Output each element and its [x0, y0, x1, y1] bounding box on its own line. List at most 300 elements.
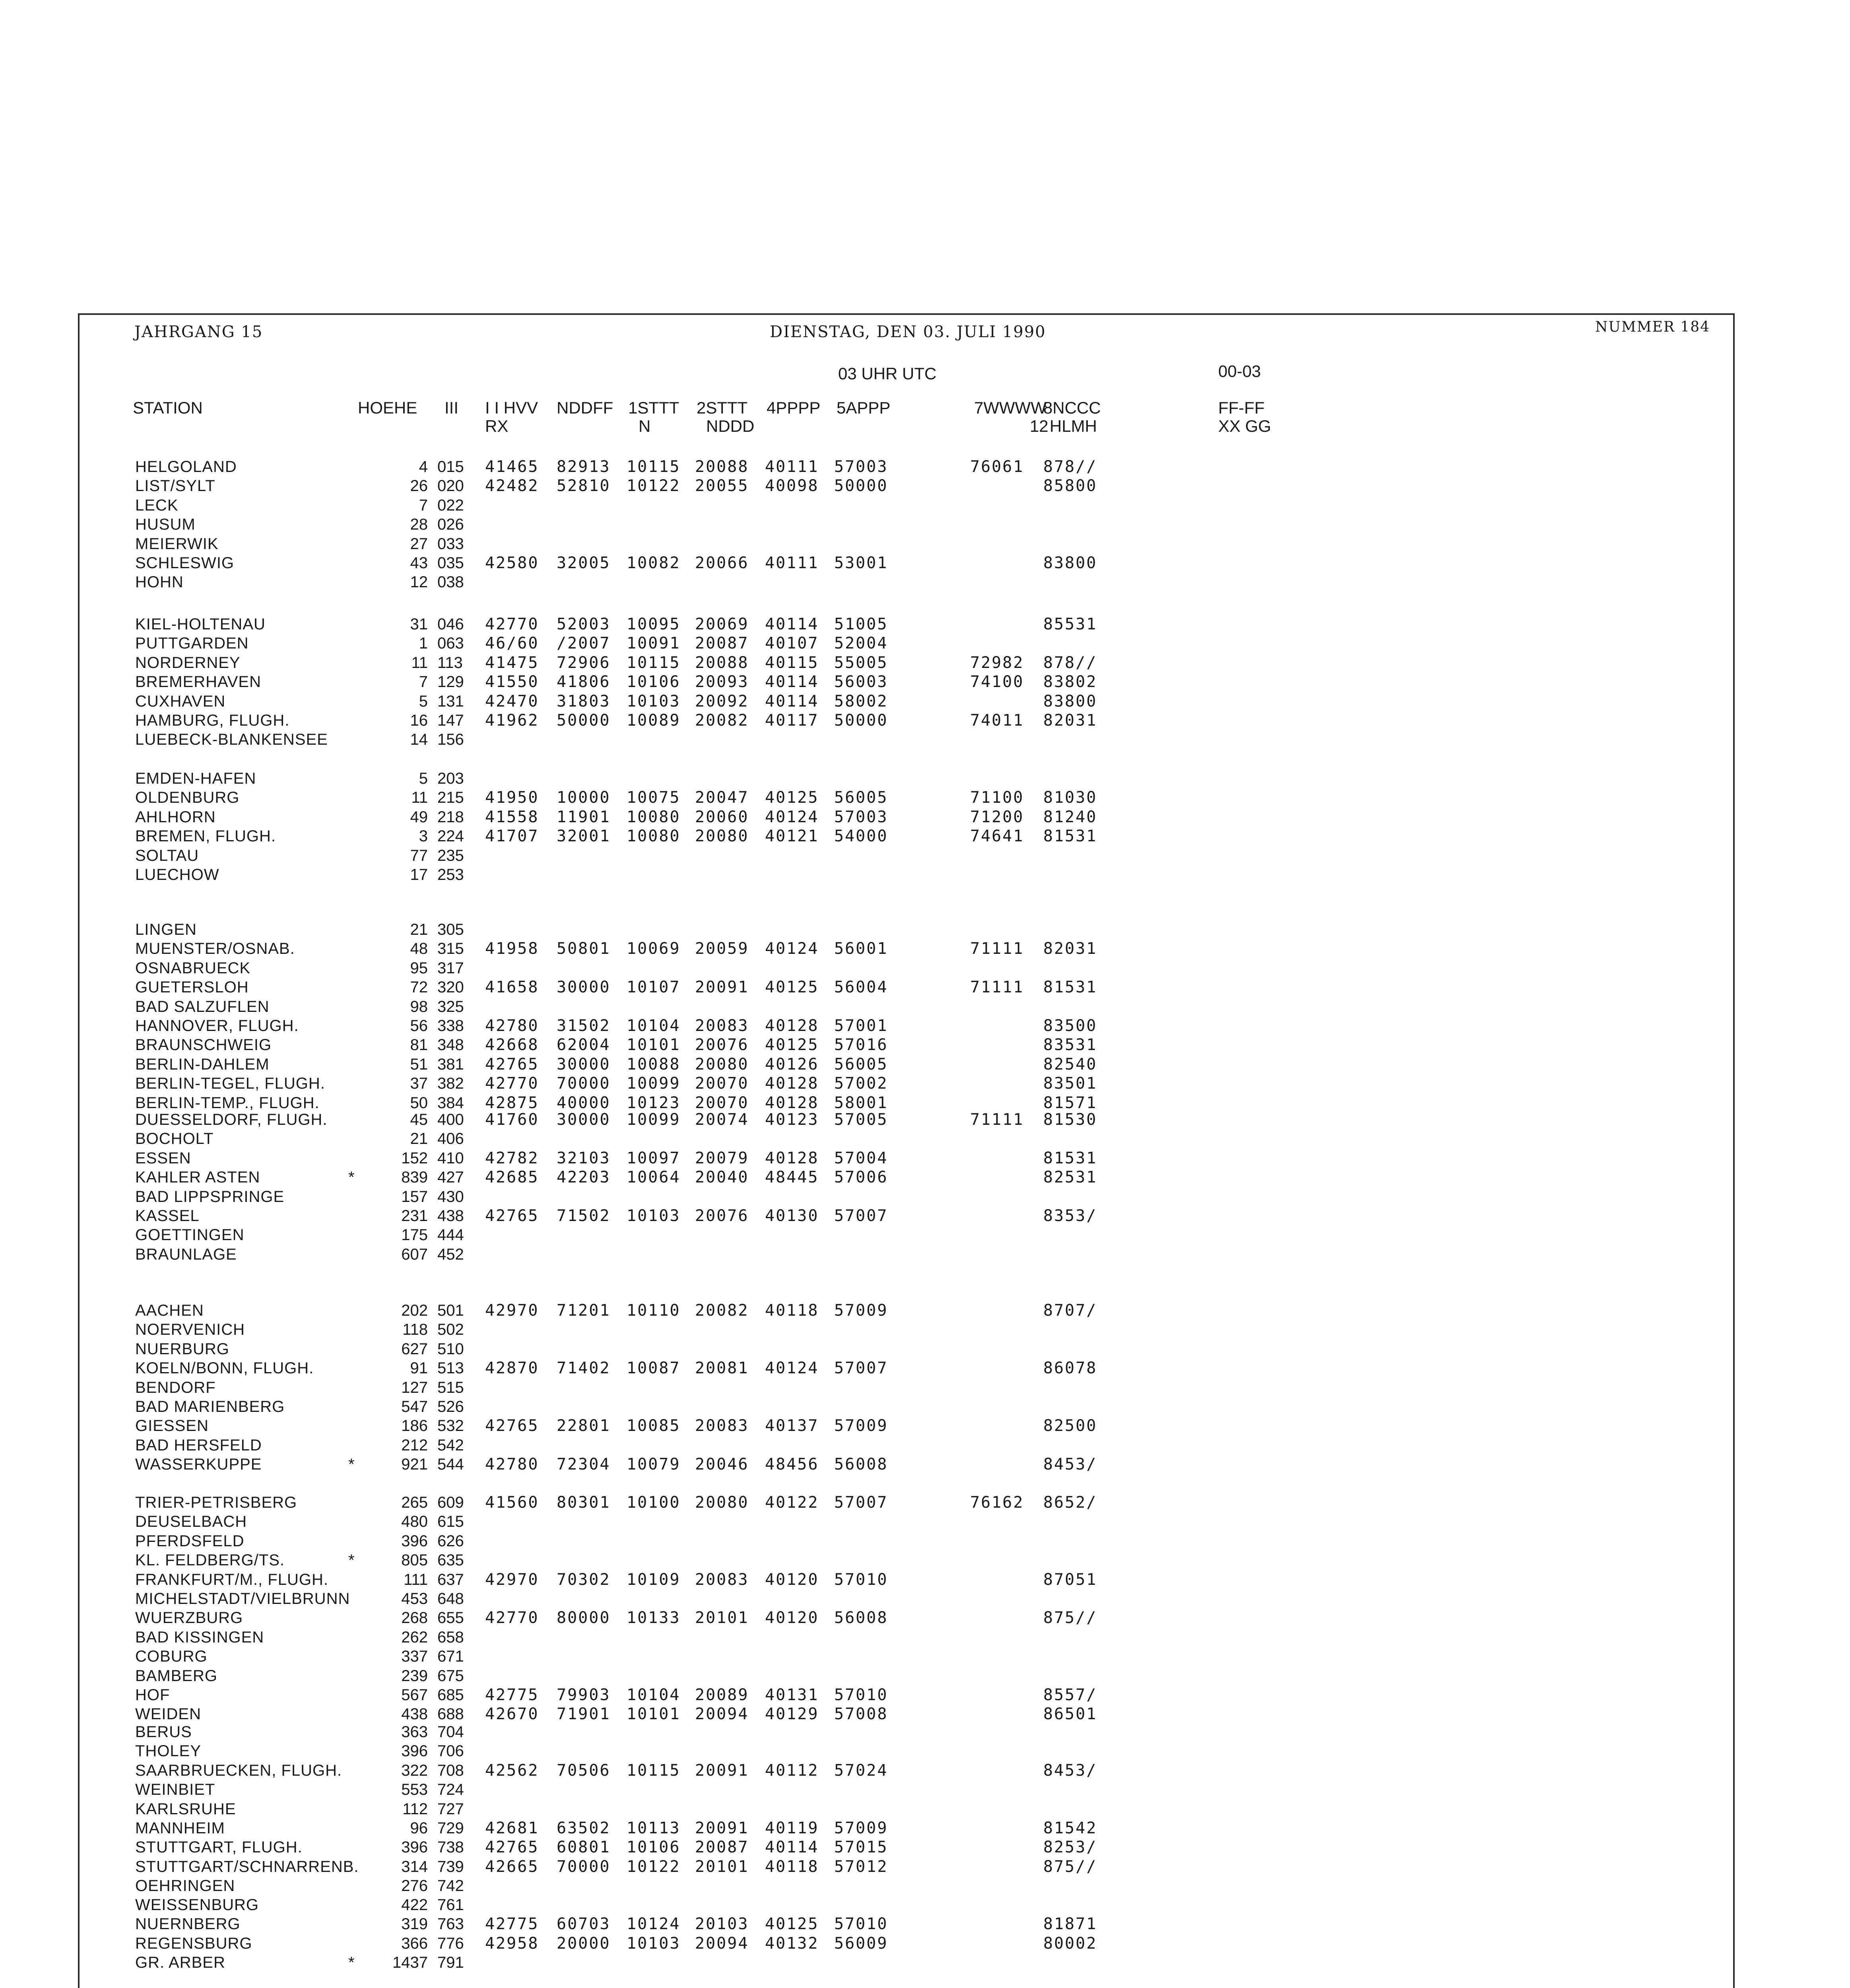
- table-row: [80, 1628, 1736, 1647]
- synop-group-6: 57007: [834, 1359, 888, 1378]
- synop-group-4: 20091: [695, 978, 749, 997]
- synop-group-5: 40120: [765, 1570, 819, 1589]
- station-name: ESSEN: [135, 1149, 191, 1167]
- station-id: 406: [437, 1130, 464, 1148]
- station-id: 515: [437, 1378, 464, 1396]
- synop-group-1: 42681: [485, 1819, 539, 1837]
- col-c3-top: 1STTT: [628, 398, 679, 417]
- synop-group-3: 10123: [627, 1093, 681, 1112]
- synop-group-8: 8652/: [1043, 1493, 1097, 1512]
- table-row: [80, 1225, 1736, 1244]
- synop-group-2: 60703: [557, 1915, 611, 1934]
- table-row: [80, 1705, 1736, 1724]
- synop-group-5: 40123: [765, 1110, 819, 1129]
- synop-group-3: 10099: [627, 1074, 681, 1093]
- synop-group-8: 81531: [1043, 1149, 1097, 1167]
- station-name: GOETTINGEN: [135, 1226, 245, 1244]
- synop-group-6: 56005: [834, 788, 888, 807]
- station-height: 212: [401, 1436, 428, 1454]
- station-name: PUTTGARDEN: [135, 635, 249, 652]
- table-row: [80, 1953, 1736, 1972]
- station-name: KOELN/BONN, FLUGH.: [135, 1359, 314, 1377]
- table-row: [80, 1895, 1736, 1914]
- synop-group-6: 57010: [834, 1570, 888, 1589]
- station-id: 542: [437, 1436, 464, 1454]
- synop-group-4: 20040: [695, 1168, 749, 1187]
- synop-group-2: 79903: [557, 1685, 611, 1704]
- synop-group-5: 40128: [765, 1093, 819, 1112]
- station-height: 157: [401, 1188, 428, 1206]
- station-name: MICHELSTADT/VIELBRUNN: [135, 1590, 350, 1607]
- synop-group-3: 10106: [627, 1838, 681, 1857]
- synop-group-2: 32005: [557, 553, 611, 572]
- table-row: [80, 1245, 1736, 1264]
- synop-group-5: 48445: [765, 1168, 819, 1187]
- station-height: 14: [410, 731, 428, 749]
- synop-group-8: 86078: [1043, 1359, 1097, 1378]
- station-name: PFERDSFELD: [135, 1532, 245, 1550]
- station-name: KIEL-HOLTENAU: [135, 615, 266, 633]
- synop-group-2: 42203: [557, 1168, 611, 1187]
- station-name: BERLIN-TEMP., FLUGH.: [135, 1094, 320, 1112]
- station-name: CUXHAVEN: [135, 692, 226, 710]
- synop-group-7: 76162: [970, 1493, 1024, 1512]
- table-row: [80, 711, 1736, 730]
- synop-group-4: 20074: [695, 1110, 749, 1129]
- synop-group-1: 42482: [485, 477, 539, 495]
- station-id: 724: [437, 1781, 464, 1799]
- station-name: DEUSELBACH: [135, 1513, 247, 1531]
- station-id: 685: [437, 1686, 464, 1704]
- synop-group-1: 42765: [485, 1417, 539, 1435]
- station-name: LUEBECK-BLANKENSEE: [135, 731, 328, 749]
- synop-group-1: 41707: [485, 827, 539, 846]
- table-row: [80, 997, 1736, 1016]
- synop-group-5: 40126: [765, 1055, 819, 1074]
- station-height: 45: [410, 1111, 428, 1128]
- station-height: 553: [401, 1781, 428, 1799]
- synop-group-2: 80301: [557, 1493, 611, 1512]
- station-name: WEINBIET: [135, 1781, 215, 1799]
- synop-group-7: 71100: [970, 788, 1024, 807]
- table-row: [80, 634, 1736, 653]
- station-name: TRIER-PETRISBERG: [135, 1494, 297, 1511]
- mountain-station-marker: *: [348, 1169, 355, 1186]
- station-height: 49: [410, 808, 428, 826]
- synop-group-3: 10097: [627, 1149, 681, 1167]
- synop-group-4: 20093: [695, 673, 749, 691]
- station-id: 430: [437, 1188, 464, 1206]
- synop-group-1: 41475: [485, 653, 539, 672]
- station-height: 11: [411, 789, 428, 807]
- col-c7-bot: 12: [1030, 417, 1048, 435]
- station-height: 7: [419, 673, 428, 691]
- station-height: 51: [410, 1055, 428, 1073]
- synop-group-3: 10109: [627, 1570, 681, 1589]
- station-name: THOLEY: [135, 1742, 202, 1760]
- station-height: 4: [419, 458, 428, 476]
- synop-group-4: 20080: [695, 827, 749, 846]
- station-id: 022: [437, 496, 464, 514]
- synop-group-4: 20080: [695, 1055, 749, 1074]
- station-id: 609: [437, 1494, 464, 1511]
- station-height: 268: [401, 1609, 428, 1627]
- station-id: 648: [437, 1590, 464, 1607]
- synop-group-3: 10100: [627, 1493, 681, 1512]
- station-height: 96: [410, 1819, 428, 1837]
- station-id: 761: [437, 1896, 464, 1914]
- col-c3-bot: N: [639, 417, 651, 435]
- synop-group-6: 57009: [834, 1417, 888, 1435]
- synop-group-4: 20091: [695, 1819, 749, 1837]
- synop-group-2: 70506: [557, 1761, 611, 1780]
- station-name: NOERVENICH: [135, 1321, 245, 1339]
- synop-group-2: 82913: [557, 458, 611, 476]
- station-group: [80, 1722, 1736, 1896]
- station-id: 015: [437, 458, 464, 476]
- synop-group-1: 42775: [485, 1685, 539, 1704]
- table-row: [80, 827, 1736, 846]
- synop-group-6: 57002: [834, 1074, 888, 1093]
- station-id: 763: [437, 1915, 464, 1933]
- col-extra-top: FF-FF: [1218, 398, 1265, 417]
- col-c6: 5APPP: [837, 398, 891, 417]
- station-height: 547: [401, 1398, 428, 1415]
- synop-group-4: 20087: [695, 1838, 749, 1857]
- station-height: 5: [419, 770, 428, 787]
- table-row: [80, 1016, 1736, 1035]
- station-height: 95: [410, 959, 428, 977]
- station-height: 453: [401, 1590, 428, 1607]
- synop-group-2: 10000: [557, 788, 611, 807]
- date-label: DIENSTAG, DEN 03. JULI 1990: [770, 323, 1046, 341]
- synop-group-3: 10069: [627, 940, 681, 958]
- synop-group-1: 42765: [485, 1055, 539, 1074]
- station-name: WASSERKUPPE: [135, 1456, 262, 1474]
- station-height: 11: [411, 654, 428, 672]
- synop-group-8: 8353/: [1043, 1206, 1097, 1225]
- synop-group-1: 42970: [485, 1301, 539, 1320]
- station-id: 635: [437, 1551, 464, 1569]
- station-id: 038: [437, 573, 464, 591]
- synop-group-4: 20070: [695, 1093, 749, 1112]
- synop-group-5: 40120: [765, 1609, 819, 1627]
- synop-group-5: 40137: [765, 1417, 819, 1435]
- col-c1-bot: RX: [485, 417, 509, 435]
- synop-group-2: 71901: [557, 1705, 611, 1724]
- synop-group-3: 10064: [627, 1168, 681, 1187]
- synop-group-1: 41950: [485, 788, 539, 807]
- synop-group-2: 22801: [557, 1417, 611, 1435]
- synop-group-3: 10080: [627, 808, 681, 826]
- synop-group-5: 40124: [765, 808, 819, 826]
- synop-group-6: 57005: [834, 1110, 888, 1129]
- station-id: 742: [437, 1877, 464, 1895]
- synop-group-4: 20083: [695, 1417, 749, 1435]
- station-height: 322: [401, 1761, 428, 1779]
- station-name: NORDERNEY: [135, 654, 241, 672]
- mountain-station-marker: *: [348, 1456, 355, 1474]
- station-name: OEHRINGEN: [135, 1877, 235, 1895]
- synop-group-3: 10103: [627, 1206, 681, 1225]
- synop-group-1: 42770: [485, 615, 539, 633]
- station-height: 627: [401, 1340, 428, 1358]
- station-height: 567: [401, 1686, 428, 1704]
- synop-group-1: 41962: [485, 711, 539, 730]
- station-id: 739: [437, 1858, 464, 1875]
- synop-group-8: 85800: [1043, 477, 1097, 495]
- synop-group-5: 40125: [765, 788, 819, 807]
- synop-group-8: 878//: [1043, 458, 1097, 476]
- station-id: 688: [437, 1705, 464, 1723]
- synop-group-3: 10082: [627, 553, 681, 572]
- synop-group-4: 20094: [695, 1934, 749, 1953]
- synop-group-8: 83531: [1043, 1036, 1097, 1054]
- synop-group-5: 40124: [765, 1359, 819, 1378]
- table-row: [80, 1055, 1736, 1074]
- table-row: [80, 1551, 1736, 1570]
- station-id: 675: [437, 1667, 464, 1685]
- station-height: 21: [410, 921, 428, 938]
- synop-group-1: 41558: [485, 808, 539, 826]
- table-row: [80, 1320, 1736, 1339]
- synop-group-4: 20080: [695, 1493, 749, 1512]
- synop-group-1: 42668: [485, 1036, 539, 1054]
- station-height: 91: [410, 1359, 428, 1377]
- station-group: [80, 1301, 1736, 1474]
- station-name: KL. FELDBERG/TS.: [135, 1551, 285, 1569]
- station-height: 98: [410, 998, 428, 1015]
- station-name: BREMERHAVEN: [135, 673, 261, 691]
- station-height: 127: [401, 1378, 428, 1396]
- synop-group-5: 40115: [765, 653, 819, 672]
- synop-group-4: 20092: [695, 692, 749, 711]
- synop-group-8: 82500: [1043, 1417, 1097, 1435]
- station-id: 253: [437, 866, 464, 883]
- station-id: 020: [437, 477, 464, 495]
- synop-group-1: 42780: [485, 1455, 539, 1474]
- synop-group-3: 10091: [627, 634, 681, 653]
- table-row: [80, 1493, 1736, 1512]
- synop-group-3: 10104: [627, 1685, 681, 1704]
- table-row: [80, 1934, 1736, 1953]
- synop-group-2: 50000: [557, 711, 611, 730]
- station-name: MUENSTER/OSNAB.: [135, 940, 295, 958]
- synop-group-1: 41958: [485, 940, 539, 958]
- synop-group-4: 20088: [695, 458, 749, 476]
- synop-group-5: 40118: [765, 1857, 819, 1876]
- station-id: 513: [437, 1359, 464, 1377]
- synop-group-2: 71502: [557, 1206, 611, 1225]
- station-height: 27: [410, 535, 428, 553]
- synop-group-1: 46/60: [485, 634, 539, 653]
- synop-group-3: 10075: [627, 788, 681, 807]
- synop-group-6: 57001: [834, 1016, 888, 1035]
- table-row: [80, 534, 1736, 553]
- synop-group-6: 57003: [834, 458, 888, 476]
- station-name: BRAUNSCHWEIG: [135, 1036, 272, 1054]
- station-height: 48: [410, 940, 428, 958]
- col-c5: 4PPPP: [767, 398, 821, 417]
- station-height: 231: [401, 1207, 428, 1225]
- synop-group-4: 20060: [695, 808, 749, 826]
- col-iii: III: [445, 398, 459, 417]
- synop-group-5: 40114: [765, 615, 819, 633]
- synop-group-2: 71402: [557, 1359, 611, 1378]
- table-row: [80, 808, 1736, 827]
- synop-group-3: 10095: [627, 615, 681, 633]
- synop-group-1: 41550: [485, 673, 539, 691]
- station-name: WEISSENBURG: [135, 1896, 259, 1914]
- synop-group-8: 87051: [1043, 1570, 1097, 1589]
- station-name: OSNABRUECK: [135, 959, 251, 977]
- synop-group-6: 57010: [834, 1685, 888, 1704]
- station-name: KAHLER ASTEN: [135, 1169, 260, 1186]
- station-name: HOHN: [135, 573, 184, 591]
- synop-group-6: 53001: [834, 553, 888, 572]
- station-height: 1437: [392, 1954, 428, 1972]
- synop-group-5: 40124: [765, 940, 819, 958]
- synop-group-2: 62004: [557, 1036, 611, 1054]
- station-name: BREMEN, FLUGH.: [135, 827, 276, 845]
- table-row: [80, 1093, 1736, 1112]
- station-height: 396: [401, 1742, 428, 1760]
- synop-group-2: /2007: [557, 634, 611, 653]
- station-height: 265: [401, 1494, 428, 1511]
- synop-group-4: 20066: [695, 553, 749, 572]
- station-group: [80, 1110, 1736, 1264]
- station-id: 203: [437, 770, 464, 787]
- synop-group-5: 40125: [765, 978, 819, 997]
- synop-group-3: 10087: [627, 1359, 681, 1378]
- synop-group-4: 20070: [695, 1074, 749, 1093]
- synop-group-3: 10104: [627, 1016, 681, 1035]
- table-row: [80, 1857, 1736, 1876]
- table-row: [80, 553, 1736, 573]
- synop-group-6: 56004: [834, 978, 888, 997]
- table-row: [80, 939, 1736, 958]
- synop-group-8: 8707/: [1043, 1301, 1097, 1320]
- station-height: 28: [410, 516, 428, 534]
- table-row: [80, 1666, 1736, 1685]
- station-id: 384: [437, 1094, 464, 1112]
- station-name: AHLHORN: [135, 808, 216, 826]
- synop-group-6: 56008: [834, 1455, 888, 1474]
- table-row: [80, 920, 1736, 939]
- station-name: FRANKFURT/M., FLUGH.: [135, 1571, 328, 1588]
- synop-group-7: 71111: [970, 978, 1024, 997]
- synop-group-2: 52003: [557, 615, 611, 633]
- synop-group-3: 10110: [627, 1301, 681, 1320]
- station-name: LIST/SYLT: [135, 477, 215, 495]
- table-row: [80, 1359, 1736, 1378]
- station-name: BERLIN-TEGEL, FLUGH.: [135, 1075, 325, 1093]
- table-row: [80, 1149, 1736, 1168]
- station-id: 704: [437, 1723, 464, 1741]
- col-station: STATION: [133, 398, 203, 417]
- synop-group-6: 57024: [834, 1761, 888, 1780]
- synop-group-6: 57015: [834, 1838, 888, 1857]
- synop-group-8: 878//: [1043, 653, 1097, 672]
- synop-group-1: 42958: [485, 1934, 539, 1953]
- synop-group-8: 875//: [1043, 1857, 1097, 1876]
- report-frame: [78, 313, 1735, 1988]
- station-height: 175: [401, 1226, 428, 1244]
- col-c7-top: 7WWWW: [974, 398, 1046, 417]
- station-name: BENDORF: [135, 1378, 216, 1396]
- station-height: 16: [410, 711, 428, 729]
- station-height: 5: [419, 692, 428, 710]
- synop-group-8: 81871: [1043, 1915, 1097, 1934]
- synop-group-8: 82031: [1043, 940, 1097, 958]
- synop-group-8: 80002: [1043, 1934, 1097, 1953]
- synop-group-8: 81030: [1043, 788, 1097, 807]
- station-id: 113: [437, 654, 463, 672]
- table-row: [80, 1685, 1736, 1705]
- station-id: 317: [437, 959, 464, 977]
- station-name: HOF: [135, 1686, 170, 1704]
- synop-group-6: 57007: [834, 1493, 888, 1512]
- station-height: 921: [401, 1456, 428, 1474]
- synop-group-4: 20076: [695, 1206, 749, 1225]
- synop-group-6: 56009: [834, 1934, 888, 1953]
- table-row: [80, 1035, 1736, 1054]
- synop-group-1: 42470: [485, 692, 539, 711]
- table-row: [80, 1416, 1736, 1435]
- station-name: BERLIN-DAHLEM: [135, 1055, 270, 1073]
- station-id: 131: [437, 692, 464, 710]
- table-row: [80, 1647, 1736, 1666]
- synop-group-2: 60801: [557, 1838, 611, 1857]
- synop-group-3: 10113: [627, 1819, 681, 1837]
- synop-group-4: 20083: [695, 1016, 749, 1035]
- station-name: GIESSEN: [135, 1417, 209, 1435]
- table-row: [80, 1914, 1736, 1934]
- station-height: 3: [419, 827, 428, 845]
- station-height: 12: [410, 573, 428, 591]
- synop-group-2: 72906: [557, 653, 611, 672]
- synop-group-2: 31803: [557, 692, 611, 711]
- col-c8-bot: HLMH: [1050, 417, 1097, 435]
- station-id: 738: [437, 1839, 464, 1856]
- station-name: KARLSRUHE: [135, 1800, 236, 1818]
- synop-group-1: 42765: [485, 1838, 539, 1857]
- extra-time-label: 00-03: [1218, 362, 1261, 381]
- synop-group-5: 40111: [765, 458, 819, 476]
- station-id: 655: [437, 1609, 464, 1627]
- synop-group-1: 42780: [485, 1016, 539, 1035]
- synop-group-8: 81531: [1043, 827, 1097, 846]
- station-name: STUTTGART/SCHNARRENB.: [135, 1858, 359, 1875]
- synop-group-6: 57016: [834, 1036, 888, 1054]
- station-id: 791: [437, 1954, 464, 1972]
- synop-group-6: 51005: [834, 615, 888, 633]
- station-name: NUERNBERG: [135, 1915, 241, 1933]
- station-id: 338: [437, 1017, 464, 1035]
- synop-group-5: 40122: [765, 1493, 819, 1512]
- synop-group-3: 10106: [627, 673, 681, 691]
- synop-group-1: 41760: [485, 1110, 539, 1129]
- synop-group-5: 40121: [765, 827, 819, 846]
- table-row: [80, 769, 1736, 788]
- synop-group-2: 40000: [557, 1093, 611, 1112]
- station-group: [80, 1493, 1736, 1724]
- station-id: 381: [437, 1055, 464, 1073]
- synop-group-1: 42580: [485, 553, 539, 572]
- synop-group-7: 72982: [970, 653, 1024, 672]
- synop-group-6: 57012: [834, 1857, 888, 1876]
- station-name: LECK: [135, 496, 179, 514]
